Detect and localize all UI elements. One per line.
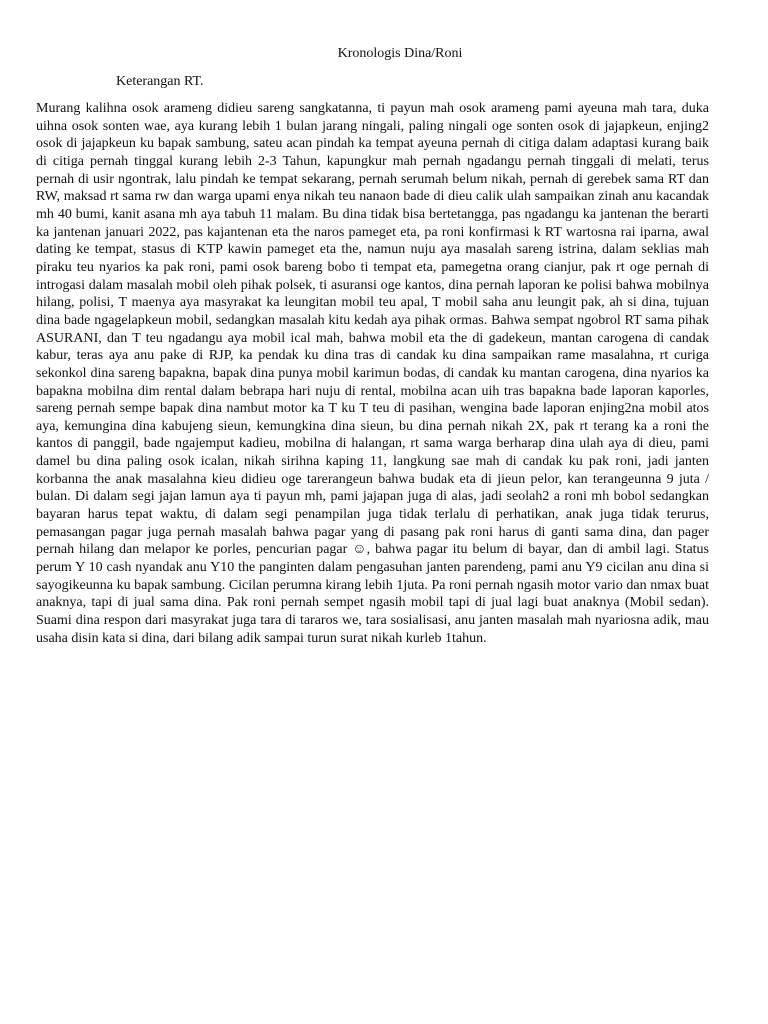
document-subtitle: Keterangan RT. — [116, 74, 204, 89]
document-body-paragraph: Murang kalihna osok arameng didieu sareng sangkatanna, ti payun mah osok arameng pami ayeuna mah tara, duka uihna osok sonten wae, aya kurang lebih 1 bulan jarang ningali, paling ningali oge sonten osok di jajapkeun, enjing2 osok di jajapkeun ku bapak sambung, sateu acan pindah ka tempat ayeuna pernah di citiga dalam adaptasi kurang baik di citiga pernah tinggal kurang lebih 2-3 Tahun, kapungkur mah pernah ngadangu pernah tinggali di melati, terus pernah di usir ngontrak, lalu pindah ke tempat sekarang, pernah serumah belum nikah, pernah di gerebek sama RT dan RW, maksad rt sama rw dan warga upami enya nikah teu nanaon bade di dieu calik ulah sampaikan zinah anu kacandak mh 40 bumi, kanit asana mh aya tabuh 11 malam. Bu dina tidak bisa bertetangga, pas ngadangu ka jantenan the berarti ka jantenan januari 2022, pas kajantenan eta the naros pameget eta, pa roni konfirmasi k RT wartosna rai iparna, awal dating ke tempat, stasus di KTP kawin pameget eta the, namun nuju aya masalah sareng istrina, dalam seklias mah piraku teu nyarios ka pak roni, pami osok bareng bobo ti tempat eta, pamegetna orang cianjur, pak rt oge pernah di introgasi dalam masalah mobil oleh pihak polsek, ti asuransi oge kantos, dina pernah laporan ke polisi bahwa mobilnya hilang, polisi, T maenya aya masyrakat ka leungitan mobil teu apal, T mobil saha anu leungit pak, ah si dina, tujuan dina bade ngagelapkeun mobil, sedangkan masalah kitu kedah aya pihak ormas. Bahwa sempat ngobrol RT sama pihak ASURANI, dan T teu ngadangu aya mobil ical mah, bahwa mobil eta the di gadekeun, mantan carogena di candak kabur, teras aya anu pake di RJP, ka pendak ku dina tras di candak ku dina sampaikan rame masalahna, rt curiga sekonkol dina sareng bapakna, bapak dina punya mobil karimun bodas, di candak ku mantan carogena, dina nyarios ka bapakna mobilna dim rental dalam bebrapa hari nuju di rental, mobilna acan uih tras bapakna bade laporan kaporles, sareng pernah sempe bapak dina nambut motor ka T ku T teu di pasihan, wengina bade laporan enjing2na mobil atos aya, kemungina dina kabujeng sieun, kemungkina dina sieun, bu dina pernah nikah 2X, pak rt terang ka a roni the kantos di panggil, bade ngajemput kadieu, mobilna di halangan, rt sama warga berharap dina ulah aya di dieu, pami damel bu dina paling osok icalan, nikah sirihna kaping 11, langkung sae mah di candak ku pak roni, jadi janten korbanna the anak masalahna kieu didieu oge tarerangeun bahwa budak eta di jieun pelor, kan terangeunna 9 juta / bulan. Di dalam segi jajan lamun aya ti payun mh, pami jajapan juga di alas, jadi seolah2 a roni mh bobol sedangkan bayaran harus tepat waktu, di dalam segi penampilan juga tidak terlalu di perhatikan, anak juga tidak terurus, pemasangan pagar juga pernah masalah bahwa pagar yang di pasang pak roni harus di ganti sama dina, dan pager pernah hilang dan melapor ke porles, pencurian pagar ☺, bahwa pagar itu belum di bayar, dan di ambil lagi. Status perum Y 10 cash nyandak anu Y10 the panginten dalam pengasuhan janten parendeng, pami anu Y9 cicilan anu dina si sayogikeunna ku bapak sambung. Cicilan perumna kirang lebih 1juta. Pa roni pernah ngasih motor vario dan nmax buat anaknya, tapi di jual sama dina. Pak roni pernah sempet ngasih mobil tapi di jual lagi buat anaknya (Mobil sedan). Suami dina respon dari masyrakat juga tara di tararos we, tara sosialisasi, anu janten masalah mah nyariosna adik, mau usaha disin kata si dina, dari bilang adik sampai turun surat nikah kurleb 1tahun. — [36, 101, 709, 646]
document-title: Kronologis Dina/Roni — [337, 46, 463, 61]
